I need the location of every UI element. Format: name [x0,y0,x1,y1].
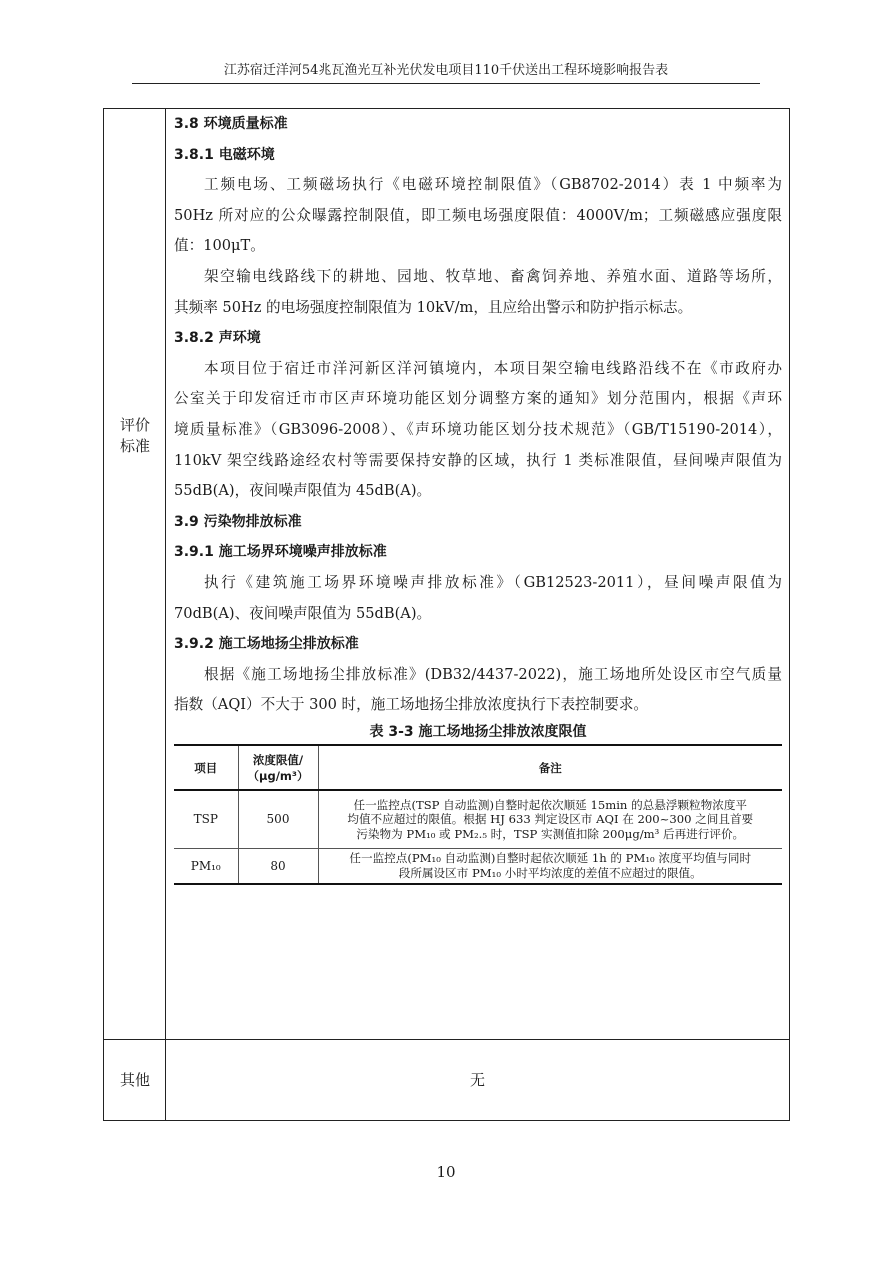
paragraph-line: 工频电场、工频磁场执行《电磁环境控制限值》（GB8702-2014）表 1 中频率为 [204,176,782,194]
paragraph-line: 公室关于印发宿迁市市区声环境功能区划分调整方案的通知》划分范围内，根据《声环 [174,390,782,408]
note-line: 污染物为 PM₁₀ 或 PM₂.₅ 时，TSP 实测值扣除 200μg/m³ 后再进行评价。 [356,826,745,841]
table-row [174,790,782,848]
cell-limit: 500 [238,790,318,848]
section-3-9-2-heading: 3.9.2 施工场地扬尘排放标准 [174,636,359,653]
report-frame [103,108,790,1121]
dust-limit-table [174,744,782,885]
label-other: 其他 [119,1071,150,1089]
header-limit-line1: 浓度限值/ [252,752,304,767]
label-column [104,109,166,1120]
note-line: 任一监控点(PM₁₀ 自动监测)自整时起依次顺延 1h 的 PM₁₀ 浓度平均值与同时 [349,851,752,866]
section-3-8-2-heading: 3.8.2 声环境 [174,330,261,347]
note-line: 均值不应超过的限值。根据 HJ 633 判定设区市 AQI 在 200~300 之间且首要 [347,812,754,826]
paragraph-line: 70dB(A)、夜间噪声限值为 55dB(A)。 [174,604,432,622]
cell-item: TSP [174,790,238,848]
note-line: 任一监控点(TSP 自动监测)自整时起依次顺延 15min 的总悬浮颗粒物浓度平 [353,797,748,812]
other-value: 无 [469,1071,485,1089]
header-limit [238,745,318,790]
header-item: 项目 [174,745,238,790]
evaluation-content [174,109,782,743]
table-row [174,848,782,884]
cell-item: PM₁₀ [174,848,238,884]
paragraph-line: 架空输电线路线下的耕地、园地、牧草地、畜禽饲养地、养殖水面、道路等场所， [204,267,782,285]
section-3-9-1-heading: 3.9.1 施工场界环境噪声排放标准 [174,544,387,561]
paragraph-line: 55dB(A)，夜间噪声限值为 45dB(A)。 [174,482,432,500]
table-header-row [174,745,782,790]
header-limit-line2: （μg/m³） [247,768,309,783]
cell-limit: 80 [238,848,318,884]
header-note: 备注 [318,745,782,790]
note-line: 段所属设区市 PM₁₀ 小时平均浓度的差值不应超过的限值。 [398,865,702,880]
page-number: 10 [436,1163,456,1181]
section-3-8-1-heading: 3.8.1 电磁环境 [174,146,275,163]
table-caption: 表 3-3 施工场地扬尘排放浓度限值 [369,723,587,740]
paragraph-line: 本项目位于宿迁市洋河新区洋河镇境内，本项目架空输电线路沿线不在《市政府办 [204,359,782,377]
paragraph-line: 执行《建筑施工场界环境噪声排放标准》（GB12523-2011），昼间噪声限值为 [204,573,782,591]
paragraph-line: 值：100μT。 [174,237,265,255]
paragraph-line: 根据《施工场地扬尘排放标准》(DB32/4437-2022)，施工场地所处设区市空气质量 [204,665,782,683]
paragraph-line: 50Hz 所对应的公众曝露控制限值，即工频电场强度限值：4000V/m；工频磁感应强度限 [174,206,782,224]
paragraph-line: 110kV 架空线路途经农村等需要保持安静的区域，执行 1 类标准限值，昼间噪声限值为 [174,451,782,469]
paragraph-line: 境质量标准》（GB3096-2008）、《声环境功能区划分技术规范》（GB/T15190-2014）， [174,420,782,438]
report-header [132,62,760,84]
paragraph-line: 指数（AQI）不大于 300 时，施工场地扬尘排放浓度执行下表控制要求。 [174,696,649,714]
label-eval-line1: 评价 [119,416,150,434]
cell-note [318,790,782,848]
header-title: 江苏宿迁洋河54兆瓦渔光互补光伏发电项目110千伏送出工程环境影响报告表 [223,63,669,78]
row-divider [104,1039,789,1040]
cell-note [318,848,782,884]
paragraph-line: 其频率 50Hz 的电场强度控制限值为 10kV/m，且应给出警示和防护指示标志。 [174,298,693,316]
section-3-8-heading: 3.8 环境质量标准 [174,116,288,132]
label-evaluation-standard [104,415,166,457]
label-eval-line2: 标准 [119,437,150,455]
section-3-9-heading: 3.9 污染物排放标准 [174,513,302,530]
